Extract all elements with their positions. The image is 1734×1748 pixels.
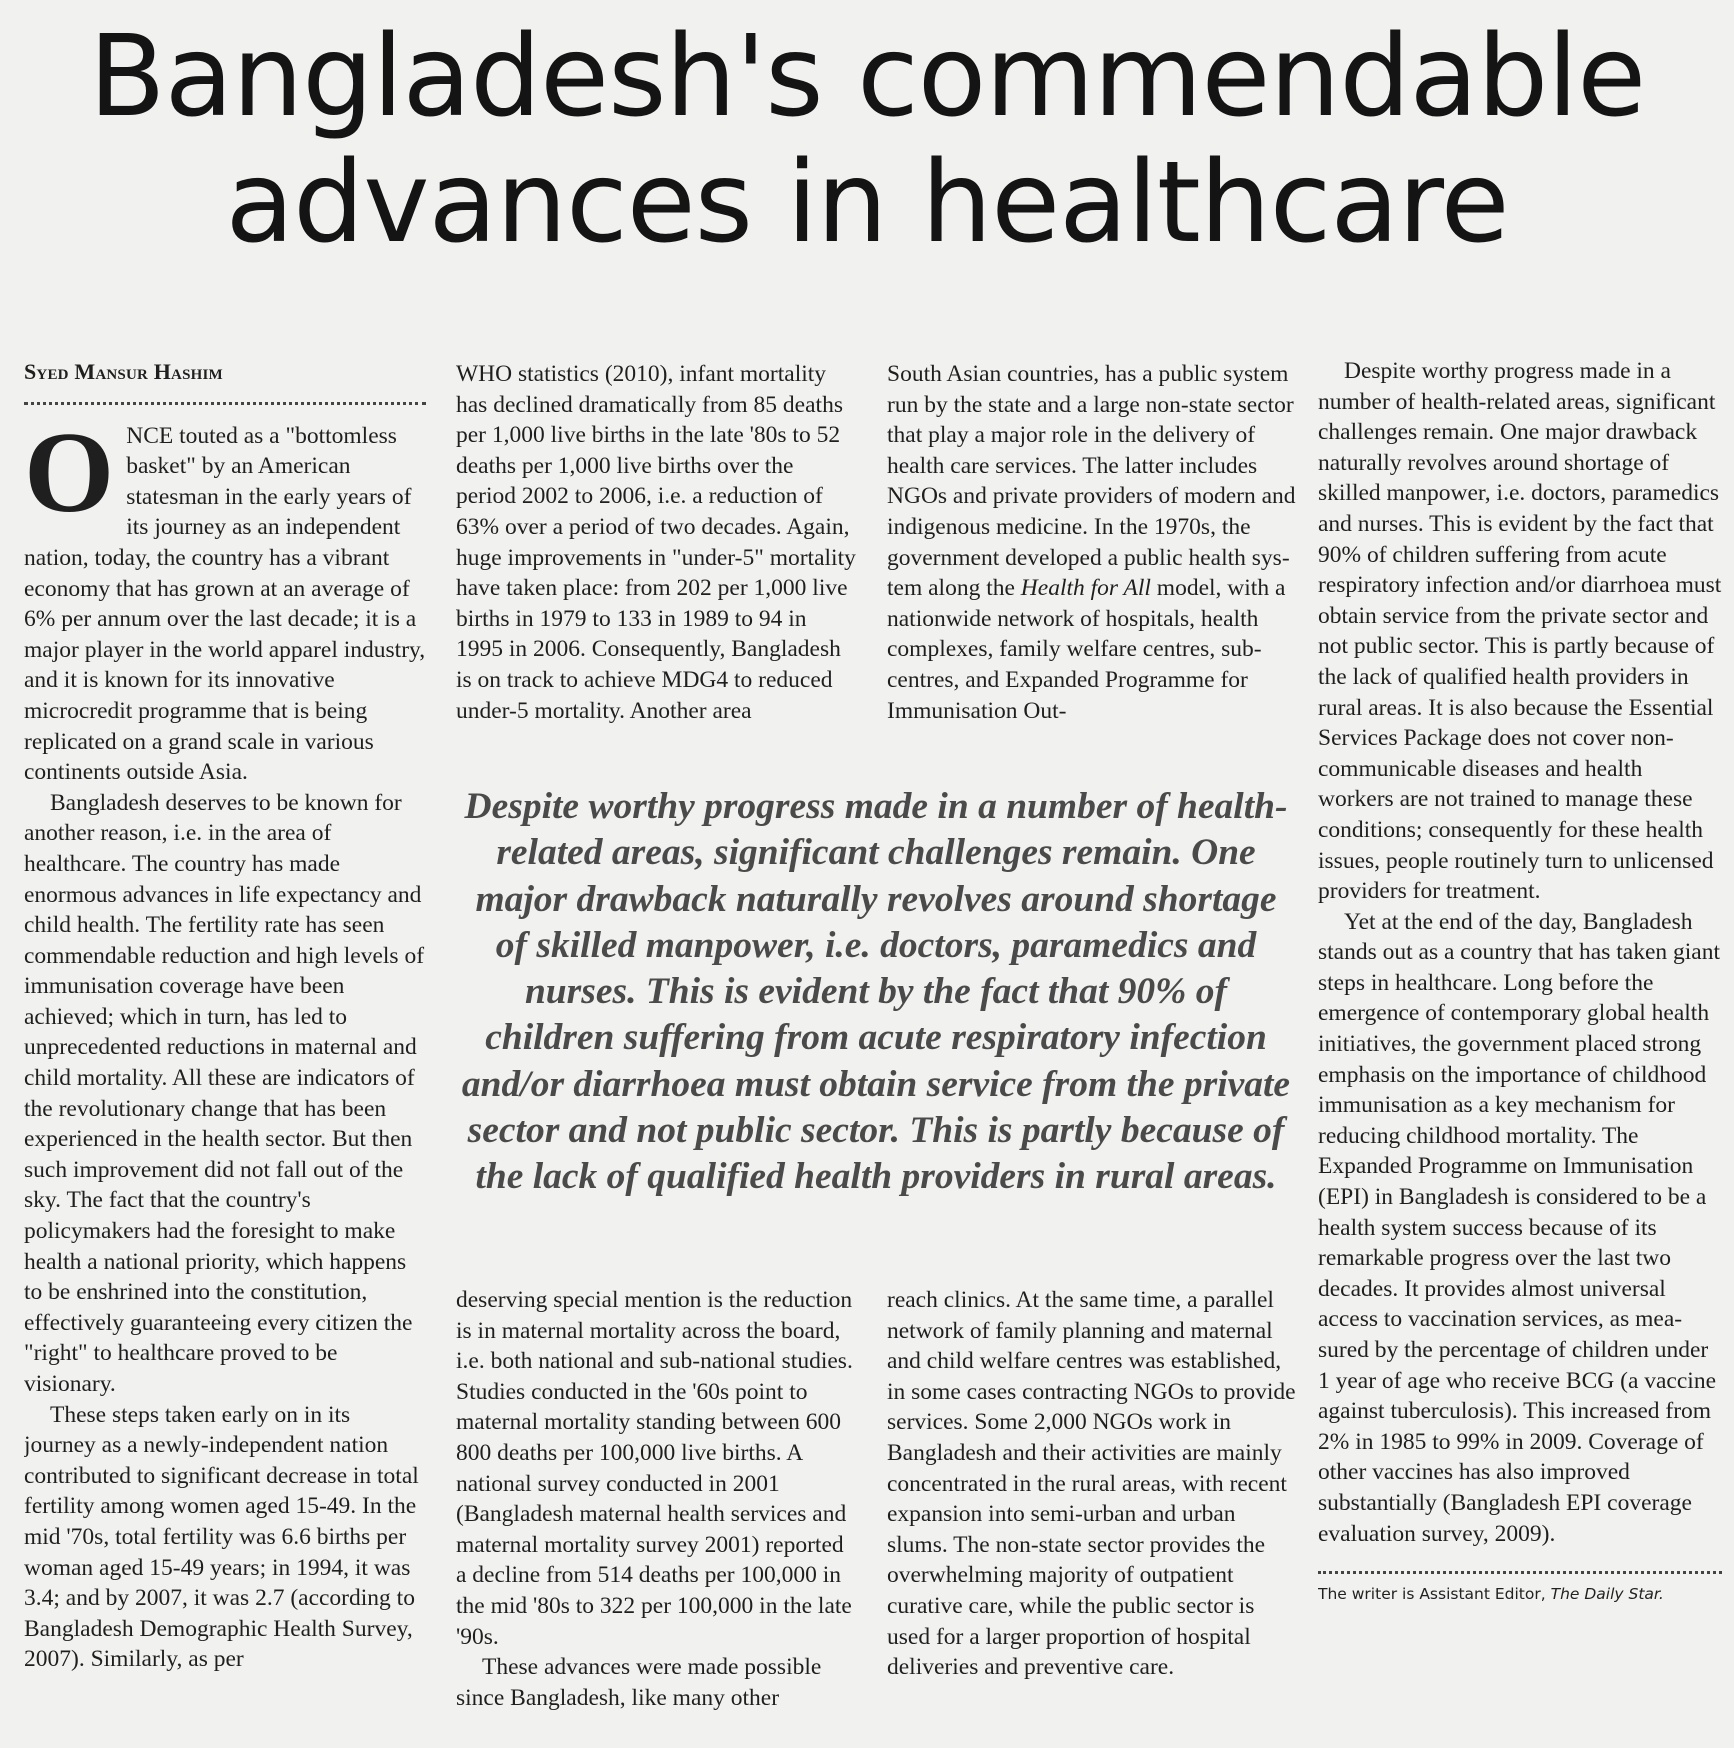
article-column-2-bottom (456, 1285, 858, 1747)
headline-line-2: advances in healthcare (225, 138, 1509, 268)
drop-cap: O (24, 408, 115, 537)
paragraph-text: model, with a nationwide network of hospitals, health complexes, family welfare centres, sub-centres, and Expanded Programme for Immunisation Out- (887, 575, 1286, 724)
pull-quote: Despite worthy progress made in a number of health-related areas, significant challenges remain. One major drawback naturally revolves around shortage of skilled manpower, i.e. doctors, paramedics and nurses. This is evident by the fact that 90% of children suffering from acute respiratory infection and/or diarrhoea must obtain service from the private sector and not public sector. This is partly because of the lack of qualified health providers in rural areas. (461, 786, 1291, 1198)
byline-divider (24, 402, 426, 405)
paragraph: Bangladesh deserves to be known for another reason, i.e. in the area of healthcare. The country has made enormous advances in life expectancy and child health. The fertility rate has seen commendable reduction and high levels of immunisation coverage have been achieved; which in turn, has led to unprecedented reductions in maternal and child mortality. All these are indicators of the revolutionary change that has been experienced in the health sector. But then such improvement did not fall out of the sky. The fact that the country's policymakers had the foresight to make health a national priority, which happens to be enshrined into the constitution, effectively guaranteeing every citizen the "right" to healthcare proved to be visionary. (24, 789, 425, 1397)
article-column-4 (1318, 356, 1722, 1748)
paragraph: These steps taken early on in its journey as a newly-independent nation contributed to significant decrease in total fertility among women aged 15-49. In the mid '70s, total fertility was 6.6 births per woman aged 15-49 years; in 1994, it was 3.4; and by 2007, it was 2.7 (according to Bangladesh Demographic Health Survey, 2007). Similarly, as per (24, 1401, 419, 1673)
article-column-3-bottom (887, 1285, 1297, 1747)
paragraph: WHO statistics (2010), infant mortality has declined dramatically from 85 deaths per 1,000 live births in the late '80s to 52 deaths per 1,000 live births over the period 2002 to 2006, i.e. a reduction of 63% over a period of two decades. Again, huge improvements in "under-5" mortality have taken place: from 202 per 1,000 live births in 1979 to 133 in 1989 to 94 in 1995 in 2006. Consequently, Bangladesh is on track to achieve MDG4 to reduced under-5 mortality. Another area (456, 361, 856, 724)
byline: Syed Mansur Hashim (24, 359, 223, 384)
paragraph: deserving special mention is the reduction is in maternal mortality across the board, i.e. both national and sub-national studies. Studies conducted in the '60s point to maternal mortality standing between 600 800 deaths per 100,000 live births. A national survey conducted in 2001 (Bangladesh maternal health services and maternal mortality survey 2001) reported a decline from 514 deaths per 100,000 in the mid '80s to 322 per 100,000 in the late '90s. (456, 1287, 853, 1650)
paragraph: Despite worthy progress made in a number of health-related areas, significant challenges remain. One major drawback naturally revolves around shortage of skilled manpower, i.e. doctors, paramedics and nurses. This is evident by the fact that 90% of children suffering from acute respiratory infection and/or diarrhoea must obtain service from the private sector and not public sector. This is partly because of the lack of qualified health providers in rural areas. It is also because the Essential Services Package does not cover non-communicable diseases and health workers are not trained to manage these conditions; consequently for these health issues, people routinely turn to unlicensed providers for treatment. (1318, 358, 1722, 905)
paragraph (887, 359, 1297, 726)
paragraph: These advances were made possible since Bangladesh, like many other (456, 1654, 822, 1711)
author-note (1318, 1584, 1722, 1604)
lead-paragraph-text: NCE touted as a "bottomless basket" by an American statesman in the early years of its journey as an independent nation, today, the country has a vibrant economy that has grown at an average of 6% per annum over the last decade; it is a major player in the world apparel industry, and it is known for its innovative microcredit programme that is being replicated on a grand scale in various continents outside Asia. (24, 422, 426, 786)
headline-line-1: Bangladesh's commendable (88, 12, 1646, 142)
headline (0, 14, 1734, 266)
article-column-3-top (887, 359, 1297, 726)
paragraph: reach clinics. At the same time, a parallel network of family planning and maternal and child welfare centres was established, in some cases contracting NGOs to provide services. Some 2,000 NGOs work in Bangladesh and their activities are mainly concentrated in the rural areas, with recent expansion into semi-urban and urban slums. The non-state sector provides the overwhelming majority of outpatient curative care, while the public sector is used for a larger proportion of hospital deliveries and preventive care. (887, 1287, 1296, 1681)
lead-paragraph (24, 408, 426, 788)
footer-divider (1318, 1571, 1722, 1574)
italic-title: Health for All (1020, 575, 1151, 602)
article-column-1 (24, 357, 426, 1747)
article-column-2-top (456, 359, 858, 726)
paragraph: Yet at the end of the day, Bangladesh stands out as a country that has taken giant steps in healthcare. Long before the emergence of contemporary global health initiatives, the government placed strong emphasis on the importance of childhood immunisation as a key mechanism for reducing childhood mortality. The Expanded Programme on Immunisation (EPI) in Bangladesh is considered to be a health system success because of its remarkable progress over the last two decades. It provides almost universal access to vaccination services, as measured by the percentage of children under 1 year of age who receive BCG (a vaccine against tuberculosis). This increased from 2% in 1985 to 99% in 2009. Coverage of other vaccines has also improved substantially (Bangladesh EPI coverage evaluation survey, 2009). (1318, 908, 1721, 1547)
paragraph-text: South Asian countries, has a public system run by the state and a large non-state sector that play a major role in the delivery of health care services. The latter includes NGOs and private providers of modern and indigenous medicine. In the 1970s, the government developed a public health system along the (887, 361, 1296, 602)
author-note-text: The writer is Assistant Editor, (1318, 1585, 1551, 1604)
publication-name: The Daily Star. (1550, 1585, 1664, 1604)
